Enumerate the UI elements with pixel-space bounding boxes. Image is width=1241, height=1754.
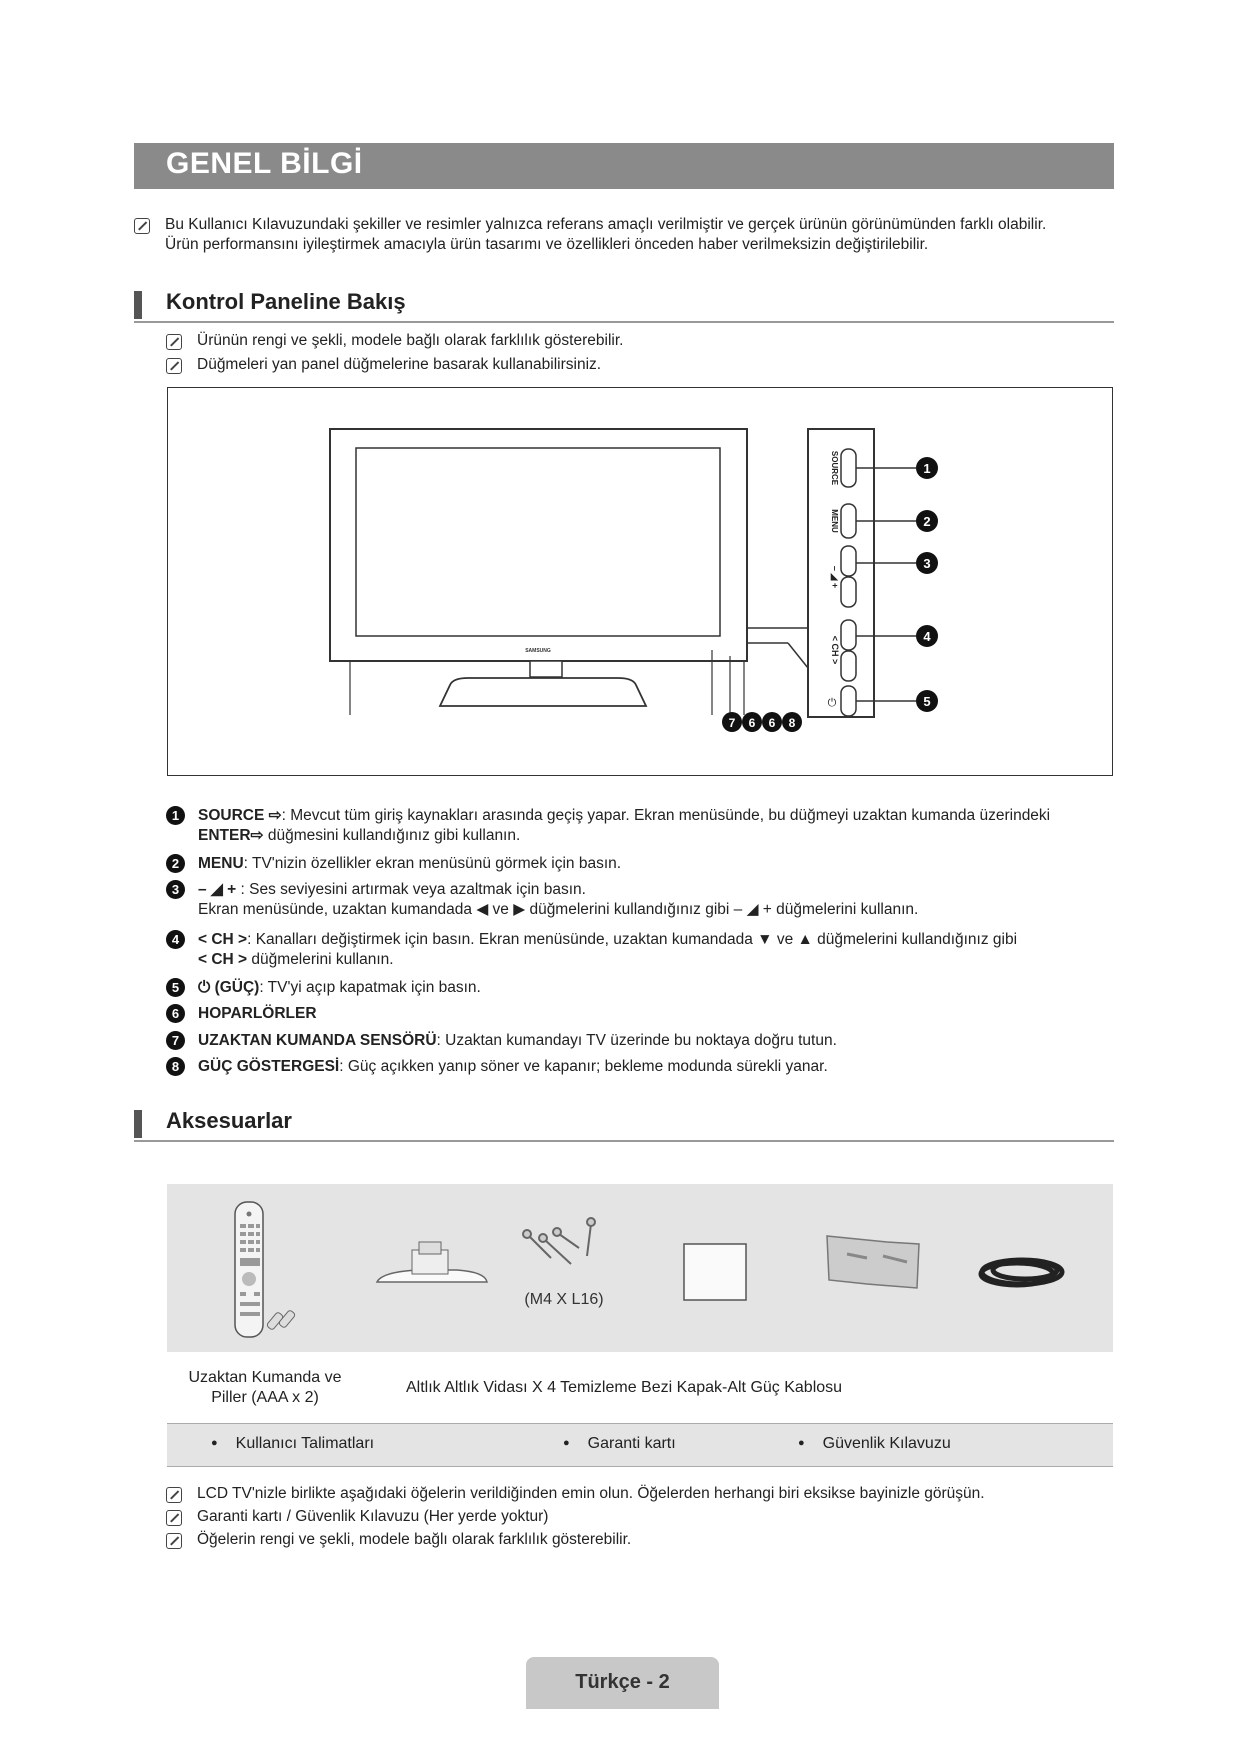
- callout-1: [916, 457, 938, 479]
- svg-text:8: 8: [788, 716, 796, 730]
- section-banner: [134, 143, 1114, 189]
- accessories-note-2: Garanti kartı / Güvenlik Kılavuzu (Her yerde yoktur): [197, 1508, 549, 1525]
- item-number: 3: [166, 880, 185, 899]
- item-text: : TV'yi açıp kapatmak için basın.: [259, 979, 481, 996]
- item-number: 1: [166, 806, 185, 825]
- svg-text:3: 3: [923, 556, 931, 571]
- callout-5: [916, 690, 938, 712]
- svg-text:6: 6: [768, 716, 776, 730]
- item-label: ⏻ (GÜÇ): [198, 979, 260, 996]
- ch-down-button: [841, 651, 856, 681]
- item-label: ENTER⇨: [198, 827, 264, 844]
- note-icon: [166, 334, 182, 350]
- item-label: HOPARLÖRLER: [198, 1005, 317, 1022]
- callout-2: [916, 510, 938, 532]
- accessories-panel: [167, 1184, 1113, 1352]
- item-text: : TV'nizin özellikler ekran menüsünü görmek için basın.: [243, 855, 622, 872]
- cover-bottom-icon: [827, 1236, 919, 1288]
- accessories-heading: [134, 1106, 1114, 1142]
- item-label: MENU: [198, 855, 244, 872]
- bullet-safety-guide: ● Güvenlik Kılavuzu: [798, 1435, 951, 1453]
- batteries-icon: [266, 1310, 296, 1331]
- callout-7: [722, 712, 742, 732]
- control-note-1: Ürünün rengi ve şekli, modele bağlı olarak farklılık gösterebilir.: [197, 332, 624, 349]
- power-button: [841, 686, 856, 716]
- accessories-title: Aksesuarlar: [166, 1108, 292, 1133]
- item-number: 2: [166, 854, 185, 873]
- ch-up-button: [841, 620, 856, 650]
- menu-label: MENU: [830, 509, 839, 533]
- tv-illustration: [168, 388, 1112, 775]
- item-label: SOURCE ⇨: [198, 807, 282, 824]
- item-text: düğmelerini kullanın.: [247, 951, 394, 968]
- svg-text:2: 2: [923, 514, 931, 529]
- note-icon: [166, 358, 182, 374]
- item-label: GÜÇ GÖSTERGESİ: [198, 1058, 340, 1075]
- item-number: 8: [166, 1057, 185, 1076]
- remote-label: Uzaktan Kumanda ve Piller (AAA x 2): [188, 1369, 342, 1406]
- accessories-illustration: [167, 1184, 1113, 1352]
- intro-note-1: Bu Kullanıcı Kılavuzundaki şekiller ve resimler yalnızca referans amaçlı verilmiştir ve gerçek ürünün görünümünden farklı olabilir.: [165, 216, 1047, 233]
- control-note-2: Düğmeleri yan panel düğmelerine basarak kullanabilirsiniz.: [197, 356, 602, 373]
- source-label: SOURCE: [830, 450, 839, 486]
- callout-4: [916, 625, 938, 647]
- note-icon: [134, 218, 150, 234]
- list-item: [166, 930, 1116, 974]
- item-text: : Ses seviyesini artırmak veya azaltmak için basın.: [236, 881, 586, 898]
- item-label: – ◢ +: [198, 881, 237, 898]
- svg-text:7: 7: [728, 716, 736, 730]
- item-text: : Uzaktan kumandayı TV üzerinde bu noktaya doğru tutun.: [436, 1032, 837, 1049]
- item-label: < CH >: [198, 951, 248, 968]
- vol-up-button: [841, 546, 856, 576]
- stand-base: [440, 678, 646, 706]
- note-icon: [166, 1510, 182, 1526]
- item-number: 4: [166, 930, 185, 949]
- control-panel-heading: [134, 287, 1114, 323]
- volume-label: – ◢ +: [830, 565, 840, 589]
- list-item: [166, 1004, 1116, 1024]
- tv-screen: [356, 448, 720, 636]
- remote-control-icon: [235, 1202, 263, 1337]
- item-text: : Mevcut tüm giriş kaynakları arasında geçiş yapar. Ekran menüsünde, bu düğmeyi uzaktan kumanda üzerindeki: [281, 807, 1051, 824]
- item-number: 5: [166, 978, 185, 997]
- item-text: : Güç açıkken yanıp söner ve kapanır; bekleme modunda sürekli yanar.: [339, 1058, 828, 1075]
- control-panel-title: Kontrol Paneline Bakış: [166, 289, 406, 314]
- list-item: [166, 880, 1116, 924]
- page-number-tab: Türkçe - 2: [526, 1657, 719, 1709]
- accessories-note-3: Öğelerin rengi ve şekli, modele bağlı olarak farklılık gösterebilir.: [197, 1531, 632, 1548]
- page-title: GENEL BİLGİ: [166, 147, 363, 180]
- heading-marker: [134, 291, 142, 319]
- heading-marker: [134, 1110, 142, 1138]
- note-icon: [166, 1533, 182, 1549]
- callout-3: [916, 552, 938, 574]
- cleaning-cloth-icon: [684, 1244, 746, 1300]
- list-item: [166, 806, 1116, 850]
- vol-down-button: [841, 577, 856, 607]
- svg-text:6: 6: [748, 716, 756, 730]
- screw-spec: (M4 X L16): [524, 1291, 604, 1308]
- power-cable-icon: [981, 1260, 1062, 1285]
- tv-control-panel-figure: [167, 387, 1113, 776]
- menu-button: [841, 504, 856, 538]
- item-text: düğmesini kullandığınız gibi kullanın.: [263, 827, 521, 844]
- stand-icon: [377, 1242, 487, 1282]
- callout-8: [782, 712, 802, 732]
- list-item: [166, 1031, 1116, 1051]
- list-item: [166, 1057, 1116, 1077]
- callout-6b: [762, 712, 782, 732]
- bullet-user-instructions: ● Kullanıcı Talimatları: [211, 1435, 374, 1453]
- power-icon: ⏻: [827, 696, 837, 709]
- svg-text:5: 5: [923, 694, 931, 709]
- svg-text:4: 4: [923, 629, 931, 644]
- channel-label: < CH >: [830, 635, 840, 665]
- item-label: < CH >: [198, 931, 248, 948]
- screws-icon: [523, 1218, 595, 1264]
- note-icon: [166, 1487, 182, 1503]
- accessories-note-1: LCD TV'nizle birlikte aşağıdaki öğelerin verildiğinden emin olun. Öğelerden herhangi biri eksikse bayinizle görüşün.: [197, 1485, 985, 1502]
- source-button: [841, 449, 856, 487]
- item-text: : Kanalları değiştirmek için basın. Ekran menüsünde, uzaktan kumandada ▼ ve ▲ düğmelerini kullandığınız gibi: [247, 931, 1018, 948]
- svg-text:1: 1: [923, 461, 931, 476]
- callout-6a: [742, 712, 762, 732]
- intro-note-2: Ürün performansını iyileştirmek amacıyla ürün tasarımı ve özellikleri önceden haber verilmeksizin değiştirilebilir.: [165, 236, 929, 253]
- item-number: 6: [166, 1004, 185, 1023]
- bullet-warranty-card: ● Garanti kartı: [563, 1435, 676, 1453]
- list-item: [166, 854, 1116, 874]
- included-documents-row: [167, 1423, 1113, 1467]
- item-label: UZAKTAN KUMANDA SENSÖRÜ: [198, 1032, 437, 1049]
- stand-neck: [530, 661, 562, 677]
- accessories-row-labels: Altlık Altlık Vidası X 4 Temizleme Bezi Kapak-Alt Güç Kablosu: [406, 1379, 843, 1396]
- list-item: [166, 978, 1116, 998]
- item-text: Ekran menüsünde, uzaktan kumandada ◀ ve ▶ düğmelerini kullandığınız gibi – ◢ + düğmelerini kullanın.: [198, 901, 919, 918]
- brand-logo: SAMSUNG: [525, 648, 551, 654]
- item-number: 7: [166, 1031, 185, 1050]
